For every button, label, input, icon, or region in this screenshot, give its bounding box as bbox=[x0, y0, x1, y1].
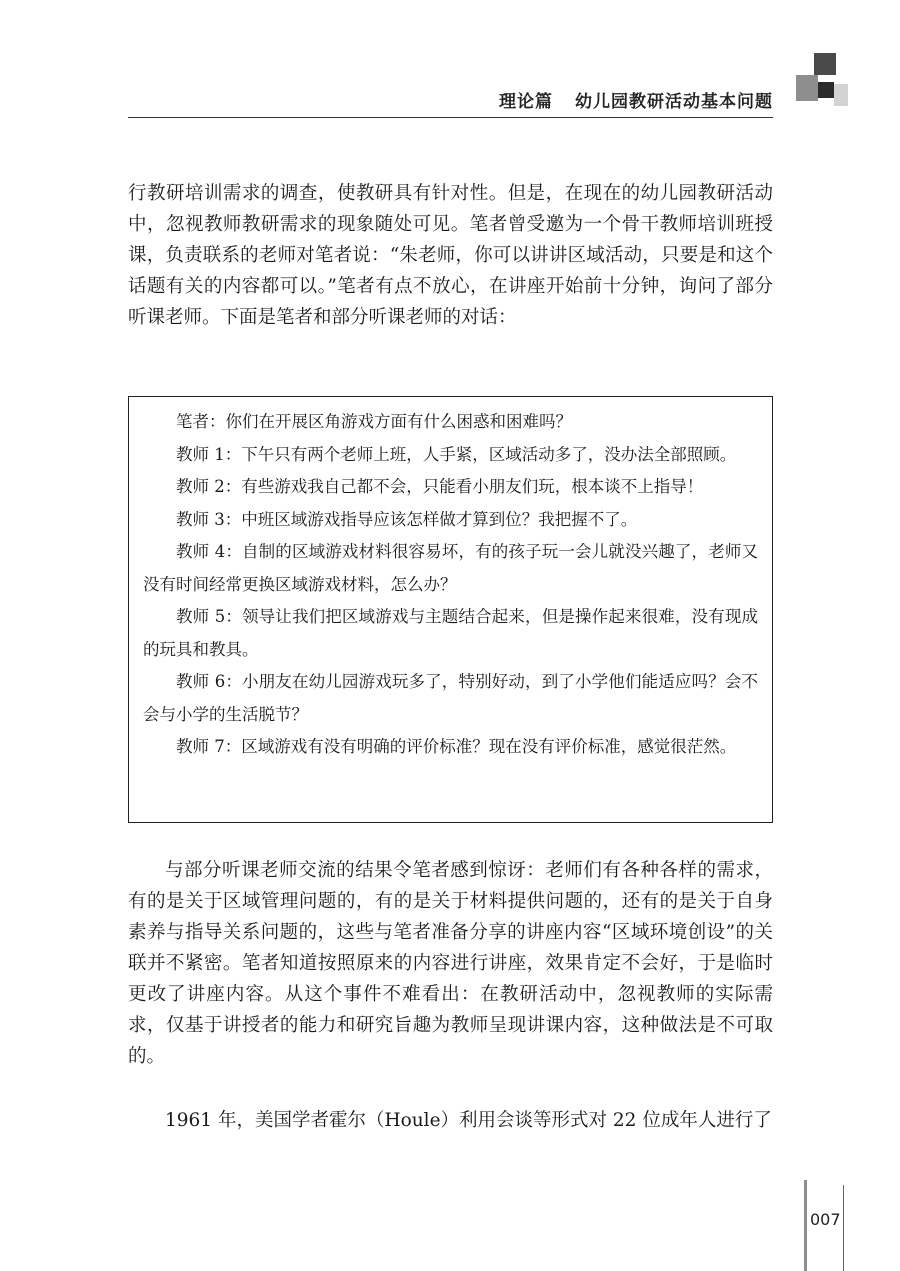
dialog-line-teacher-4: 教师 4：自制的区域游戏材料很容易坏，有的孩子玩一会儿就没兴趣了，老师又没有时间经常更换区域游戏材料，怎么办？ bbox=[143, 542, 758, 594]
page-number: 007 bbox=[810, 1210, 841, 1229]
header-rule bbox=[128, 117, 773, 118]
footer-bar bbox=[804, 1180, 807, 1271]
header-section: 理论篇 bbox=[499, 92, 553, 112]
decorative-square bbox=[834, 84, 848, 106]
footer-bar bbox=[843, 1185, 844, 1271]
body-paragraph-2: 与部分听课老师交流的结果令笔者感到惊讶：老师们有各种各样的需求，有的是关于区域管理问题的，有的是关于材料提供问题的，还有的是关于自身素养与指导关系问题的，这些与笔者准备分享的讲座内容“区域环境创设”的关联并不紧密。笔者知道按照原来的内容进行讲座，效果肯定不会好，于是临时更改了讲座内容。从这个事件不难看出：在教研活动中，忽视教师的实际需求，仅基于讲授者的能力和研究旨趣为教师呈现讲课内容，这种做法是不可取的。 bbox=[128, 860, 773, 1067]
dialog-line-teacher-1: 教师 1：下午只有两个老师上班，人手紧，区域活动多了，没办法全部照顾。 bbox=[176, 444, 737, 464]
decorative-square bbox=[814, 53, 836, 75]
decorative-square bbox=[796, 75, 818, 101]
dialog-line-teacher-5: 教师 5：领导让我们把区域游戏与主题结合起来，但是操作起来很难，没有现成的玩具和教具。 bbox=[143, 607, 758, 659]
decorative-square bbox=[818, 82, 834, 98]
dialog-line-teacher-6: 教师 6：小朋友在幼儿园游戏玩多了，特别好动，到了小学他们能适应吗？会不会与小学的生活脱节？ bbox=[143, 672, 758, 724]
header-chapter: 幼儿园教研活动基本问题 bbox=[575, 92, 773, 112]
dialog-line-teacher-7: 教师 7：区域游戏有没有明确的评价标准？现在没有评价标准，感觉很茫然。 bbox=[176, 737, 737, 756]
body-paragraph-3: 1961 年，美国学者霍尔（Houle）利用会谈等形式对 22 位成年人进行了 bbox=[165, 1110, 772, 1131]
dialog-box bbox=[128, 396, 773, 823]
dialog-line-teacher-2: 教师 2：有些游戏我自己都不会，只能看小朋友们玩，根本谈不上指导！ bbox=[176, 477, 704, 496]
running-header bbox=[499, 87, 773, 112]
dialog-line-teacher-3: 教师 3：中班区域游戏指导应该怎样做才算到位？我把握不了。 bbox=[176, 509, 638, 529]
body-paragraph-1: 行教研培训需求的调查，使教研具有针对性。但是，在现在的幼儿园教研活动中，忽视教师教研需求的现象随处可见。笔者曾受邀为一个骨干教师培训班授课，负责联系的老师对笔者说：“朱老师，你可以讲讲区域活动，只要是和这个话题有关的内容都可以。”笔者有点不放心，在讲座开始前十分钟，询问了部分听课老师。下面是笔者和部分听课老师的对话： bbox=[128, 183, 773, 328]
dialog-line-author: 笔者：你们在开展区角游戏方面有什么困惑和困难吗？ bbox=[176, 412, 572, 431]
